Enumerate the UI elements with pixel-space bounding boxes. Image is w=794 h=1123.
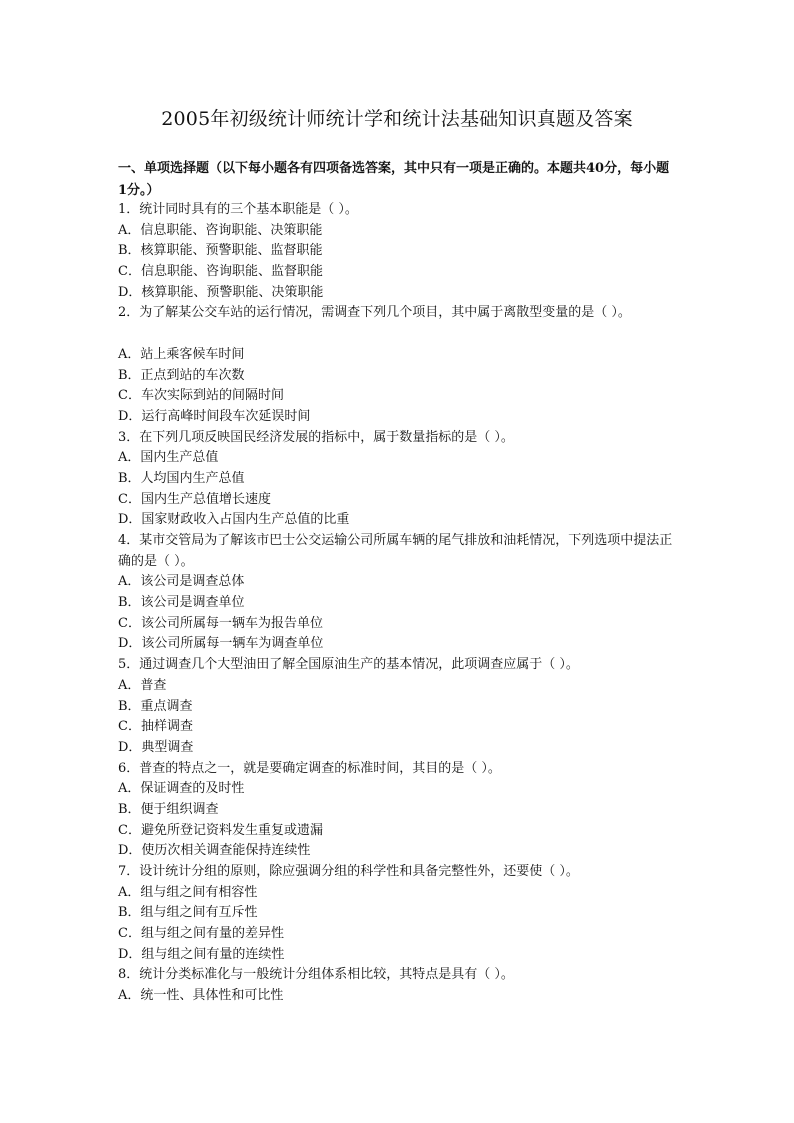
option: A．组与组之间有相容性 (118, 884, 258, 900)
option: C．抽样调查 (118, 719, 193, 735)
question (118, 759, 678, 862)
option: D．该公司所属每一辆车为调查单位 (118, 636, 324, 652)
option: C．该公司所属每一辆车为报告单位 (118, 615, 323, 631)
document-title: 2005年初级统计师统计学和统计法基础知识真题及答案 (161, 108, 633, 130)
option: D．运行高峰时间段车次延误时间 (118, 408, 311, 424)
question-stem: 6．普查的特点之一，就是要确定调查的标准时间，其目的是（ ）。 (118, 760, 501, 776)
question-stem: 3．在下列几项反映国民经济发展的指标中，属于数量指标的是（ ）。 (118, 429, 514, 445)
option: A．国内生产总值 (118, 450, 219, 466)
question-stem: 1．统计同时具有的三个基本职能是（ ）。 (118, 202, 358, 217)
question (118, 965, 678, 1006)
question (118, 428, 678, 531)
question (118, 200, 678, 303)
option: B．正点到站的车次数 (118, 367, 245, 383)
option: A．统一性、具体性和可比性 (118, 988, 284, 1004)
option: C．车次实际到站的间隔时间 (118, 388, 284, 404)
option: B．核算职能、预警职能、监督职能 (118, 243, 323, 259)
option: A．普查 (118, 677, 167, 693)
question-stem: 7．设计统计分组的原则，除应强调分组的科学性和具备完整性外，还要使（ ）。 (118, 864, 579, 880)
option: B．该公司是调查单位 (118, 595, 245, 611)
option: B．便于组织调查 (118, 801, 219, 817)
option: B．组与组之间有互斥性 (118, 905, 258, 921)
option: A．信息职能、咨询职能、决策职能 (118, 222, 323, 238)
option: B．重点调查 (118, 698, 193, 714)
option: A．保证调查的及时性 (118, 781, 245, 797)
option: A．该公司是调查总体 (118, 574, 245, 590)
option: D．国家财政收入占国内生产总值的比重 (118, 512, 350, 528)
question-stem: 2．为了解某公交车站的运行情况，需调查下列几个项目，其中属于离散型变量的是（ ）。 (118, 305, 631, 321)
question (118, 303, 678, 427)
option: D．组与组之间有量的连续性 (118, 946, 285, 962)
question (118, 531, 678, 655)
question (118, 862, 678, 965)
option: B．人均国内生产总值 (118, 470, 245, 486)
option: D．核算职能、预警职能、决策职能 (118, 284, 324, 300)
section-heading: 一、单项选择题（以下每小题各有四项备选答案，其中只有一项是正确的。本题共40分，每小题1分。） (118, 161, 670, 198)
question-list (118, 200, 678, 1007)
option: C．避免所登记资料发生重复或遗漏 (118, 822, 323, 838)
option: C．组与组之间有量的差异性 (118, 926, 284, 942)
question-stem: 5．通过调查几个大型油田了解全国原油生产的基本情况，此项调查应属于（ ）。 (118, 657, 579, 673)
blank-line (118, 324, 678, 345)
option: D．典型调查 (118, 739, 194, 755)
question-stem: 8．统计分类标准化与一般统计分组体系相比较，其特点是具有（ ）。 (118, 967, 514, 983)
option: C．国内生产总值增长速度 (118, 491, 271, 507)
question-stem: 4．某市交管局为了解该市巴士公交运输公司所属车辆的尾气排放和油耗情况，下列选项中提法正确的是（ ）。 (118, 533, 673, 569)
question (118, 655, 678, 758)
option: C．信息职能、咨询职能、监督职能 (118, 264, 323, 280)
option: D．使历次相关调查能保持连续性 (118, 843, 311, 859)
option: A．站上乘客候车时间 (118, 346, 245, 362)
